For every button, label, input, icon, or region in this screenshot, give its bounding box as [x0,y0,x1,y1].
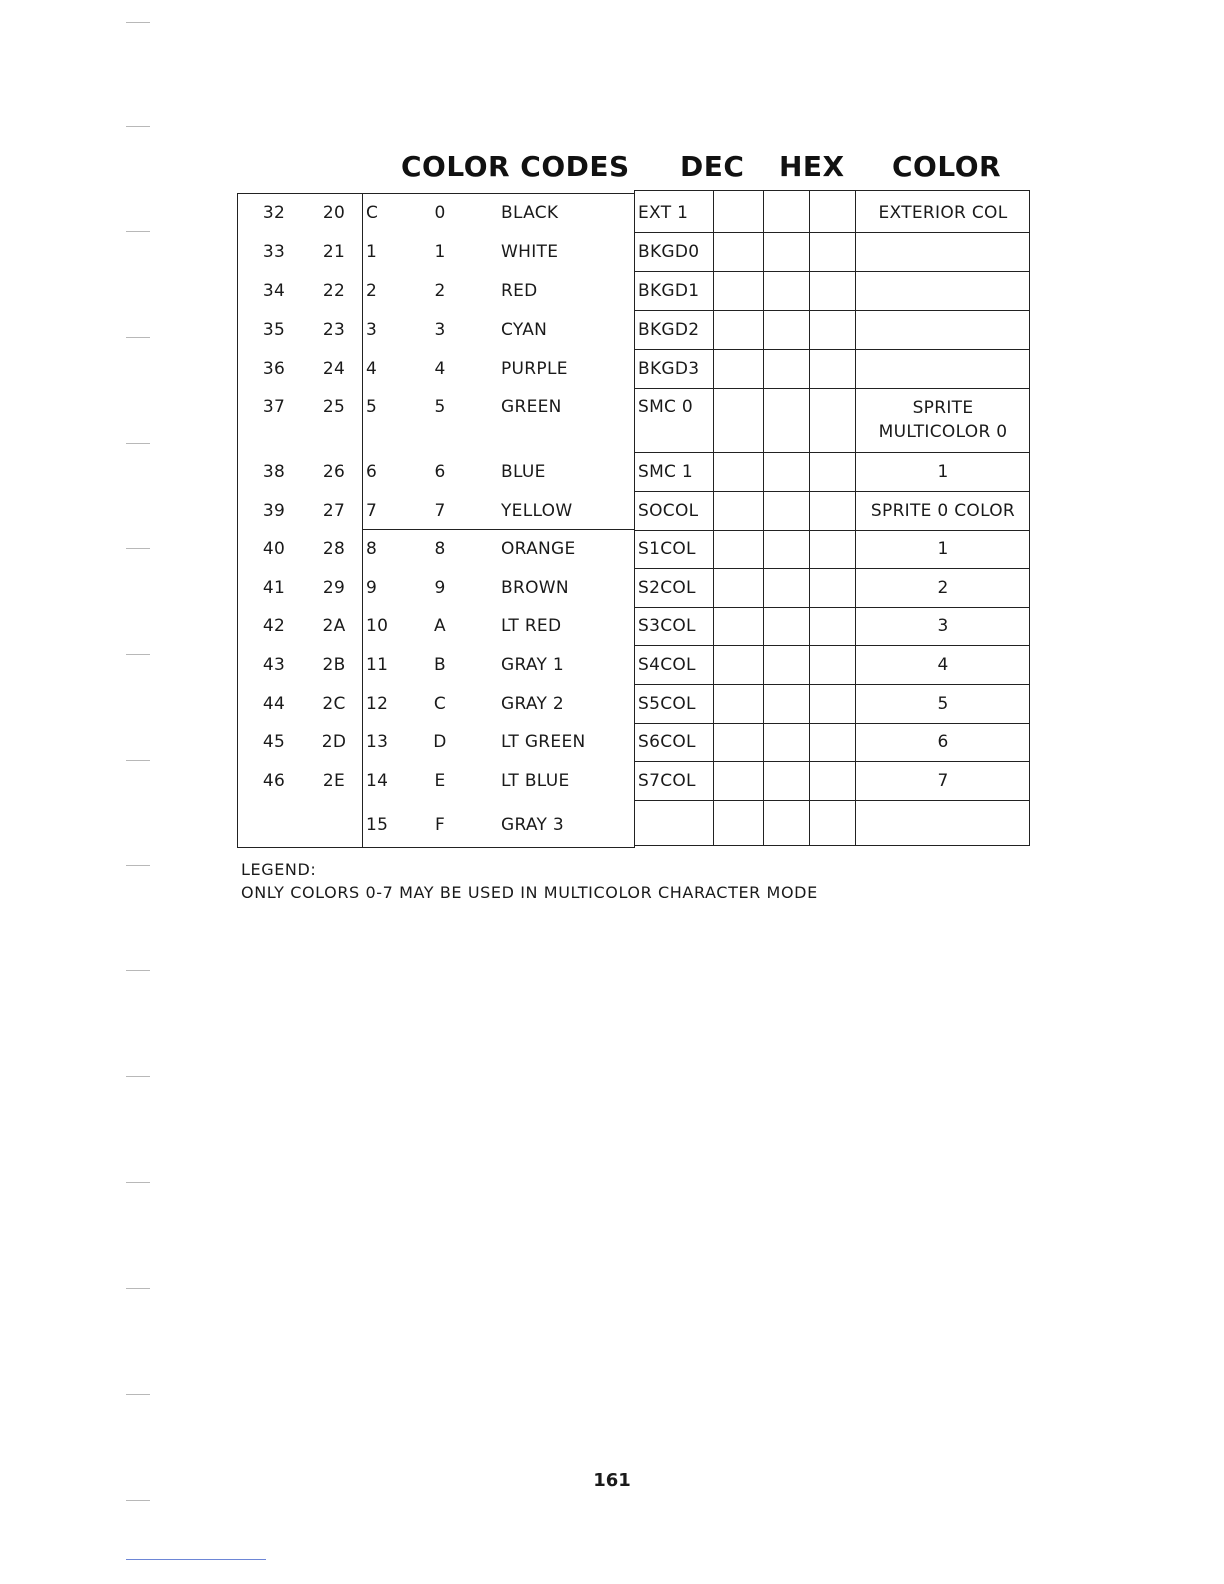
dec-value: 35 [262,319,286,340]
color-code-row [238,607,634,645]
color-name: LT BLUE [501,770,570,791]
hex-value: 26 [322,461,346,482]
register-label: SMC 0 [638,397,694,417]
color-name: GRAY 2 [501,693,565,714]
color-code-row [238,271,634,310]
hex-code-value: F [434,814,446,835]
register-color [857,194,1029,232]
register-label: S4COL [638,654,696,675]
register-label: S5COL [638,693,696,714]
margin-tick [126,443,150,444]
hex-code-value: 7 [434,500,446,521]
dec-value: 32 [262,203,286,223]
hex-value: 27 [322,500,346,521]
margin-tick [126,1394,150,1395]
hex-code-value: 8 [434,539,446,559]
register-color-text: 1 [937,539,949,559]
register-color [857,452,1029,491]
margin-tick [126,337,150,338]
hex-code-value: B [434,654,446,675]
register-row [635,491,1029,530]
color-name: BROWN [501,577,569,598]
code-value: 8 [366,539,378,559]
code-value: 9 [366,577,378,598]
color-code-row [238,800,634,849]
register-label: BKGD1 [638,280,700,301]
register-row [635,530,1029,568]
register-label: SOCOL [638,500,699,521]
code-value: 12 [366,693,389,714]
register-label: S1COL [638,539,696,559]
code-value: 1 [366,241,378,262]
scan-edge-line [126,1559,266,1560]
hex-code-value: C [433,693,447,714]
color-code-row [238,491,634,530]
color-name: WHITE [501,241,559,262]
margin-tick [126,654,150,655]
code-value: 14 [366,770,389,791]
header-color-codes: COLOR CODES [401,150,630,183]
margin-tick [126,1288,150,1289]
register-row [635,684,1029,723]
color-code-row [238,530,634,568]
code-value: C [366,203,379,223]
hex-code-value: 4 [434,358,446,379]
color-name: LT RED [501,616,562,636]
dec-value: 43 [262,654,286,675]
register-row [635,761,1029,800]
margin-tick [126,1500,150,1501]
register-label: BKGD2 [638,319,700,340]
header-dec: DEC [680,150,745,183]
hex-code-value: 6 [434,461,446,482]
margin-tick [126,1182,150,1183]
margin-tick [126,548,150,549]
register-label [638,800,712,849]
hex-code-value: A [434,616,446,636]
register-color-text: EXTERIOR COL [878,203,1008,223]
register-color [857,310,1029,349]
register-label: S3COL [638,616,696,636]
margin-tick [126,970,150,971]
hex-value: 21 [322,241,346,262]
register-row [635,607,1029,645]
hex-code-value: 3 [434,319,446,340]
hex-code-value: 2 [434,280,446,301]
code-value: 3 [366,319,378,340]
register-row [635,271,1029,310]
color-name: BLUE [501,461,546,482]
register-color-text: 5 [937,693,949,714]
register-color [857,645,1029,684]
register-row [635,310,1029,349]
register-label: EXT 1 [638,203,689,223]
hex-value: 22 [322,280,346,301]
dec-value: 36 [262,358,286,379]
page-number: 161 [593,1470,631,1491]
color-code-row [238,349,634,388]
register-color-text: 2 [937,577,949,598]
register-color-text: 1 [937,461,949,482]
hex-code-value: E [434,770,446,791]
hex-code-value: D [433,732,447,752]
color-code-row [238,310,634,349]
color-code-row [238,645,634,684]
register-row [635,232,1029,271]
register-row [635,568,1029,607]
hex-value: 2C [322,693,346,714]
color-code-row [238,452,634,491]
register-color [857,388,1029,452]
hex-value: 2A [322,616,346,636]
register-color [857,271,1029,310]
legend-title: LEGEND: [241,860,317,879]
register-label: S6COL [638,732,696,752]
color-name: RED [501,280,538,301]
register-row [635,452,1029,491]
code-value: 6 [366,461,378,482]
hex-code-value: 1 [434,241,446,262]
dec-value: 34 [262,280,286,301]
register-label: BKGD0 [638,241,700,262]
hex-value [314,800,354,849]
margin-tick [126,760,150,761]
dec-value: 42 [262,616,286,636]
color-name: BLACK [501,203,559,223]
margin-tick [126,126,150,127]
register-row [635,645,1029,684]
register-row [635,388,1029,452]
legend-text: ONLY COLORS 0-7 MAY BE USED IN MULTICOLOR CHARACTER MODE [241,883,818,902]
register-color-text: 6 [937,732,949,752]
margin-tick [126,865,150,866]
register-color [857,723,1029,761]
color-name: LT GREEN [501,732,586,752]
color-code-row [238,232,634,271]
color-name: GRAY 3 [501,814,565,835]
dec-value: 41 [262,577,286,598]
dec-value: 33 [262,241,286,262]
register-label: S2COL [638,577,696,598]
dec-value [254,800,294,849]
hex-code-value: 0 [434,203,446,223]
register-color [857,491,1029,530]
register-color [857,607,1029,645]
header-hex: HEX [779,150,845,183]
color-code-row [238,761,634,800]
register-label: BKGD3 [638,358,700,379]
register-color [857,568,1029,607]
dec-value: 38 [262,461,286,482]
register-label: S7COL [638,770,696,791]
register-color-text: 3 [937,616,949,636]
register-color-text: MULTICOLOR 0 [878,422,1008,442]
register-table [634,190,1030,846]
register-row [635,723,1029,761]
code-value: 10 [366,616,389,636]
code-value: 13 [366,732,389,752]
code-value: 15 [366,814,389,835]
hex-value: 2E [322,770,346,791]
register-color [857,349,1029,388]
register-row [635,194,1029,232]
register-row [635,349,1029,388]
color-name: GREEN [501,397,562,417]
register-color [857,232,1029,271]
dec-value: 40 [262,539,286,559]
register-color [857,684,1029,723]
register-label: SMC 1 [638,461,694,482]
code-value: 5 [366,397,378,417]
hex-value: 20 [322,203,346,223]
code-value: 4 [366,358,378,379]
color-codes-table [237,193,635,848]
dec-value: 37 [262,397,286,417]
color-code-row [238,684,634,723]
hex-value: 25 [322,397,346,417]
color-code-row [238,723,634,761]
header-color: COLOR [892,150,1002,183]
hex-value: 2B [322,654,346,675]
color-name: CYAN [501,319,548,340]
hex-value: 29 [322,577,346,598]
color-code-row [238,568,634,607]
hex-value: 23 [322,319,346,340]
register-color-text: 7 [937,770,949,791]
code-value: 11 [366,654,389,675]
register-color [857,800,1029,849]
hex-value: 24 [322,358,346,379]
color-code-row [238,194,634,232]
color-name: ORANGE [501,539,576,559]
hex-code-value: 9 [434,577,446,598]
code-value: 2 [366,280,378,301]
register-color-text: SPRITE 0 COLOR [870,500,1016,521]
register-color [857,530,1029,568]
register-row [635,800,1029,849]
register-color-text: SPRITE [912,398,974,418]
dec-value: 44 [262,693,286,714]
hex-value: 28 [322,539,346,559]
code-value: 7 [366,500,378,521]
color-code-row [238,388,634,426]
dec-value: 45 [262,732,286,752]
register-color-text: 4 [937,654,949,675]
hex-value: 2D [321,732,347,752]
color-name: PURPLE [501,358,568,379]
color-name: GRAY 1 [501,654,565,675]
register-color [857,761,1029,800]
hex-code-value: 5 [434,397,446,417]
margin-tick [126,1076,150,1077]
dec-value: 46 [262,770,286,791]
margin-tick [126,22,150,23]
dec-value: 39 [262,500,286,521]
color-name: YELLOW [501,500,573,521]
margin-tick [126,231,150,232]
